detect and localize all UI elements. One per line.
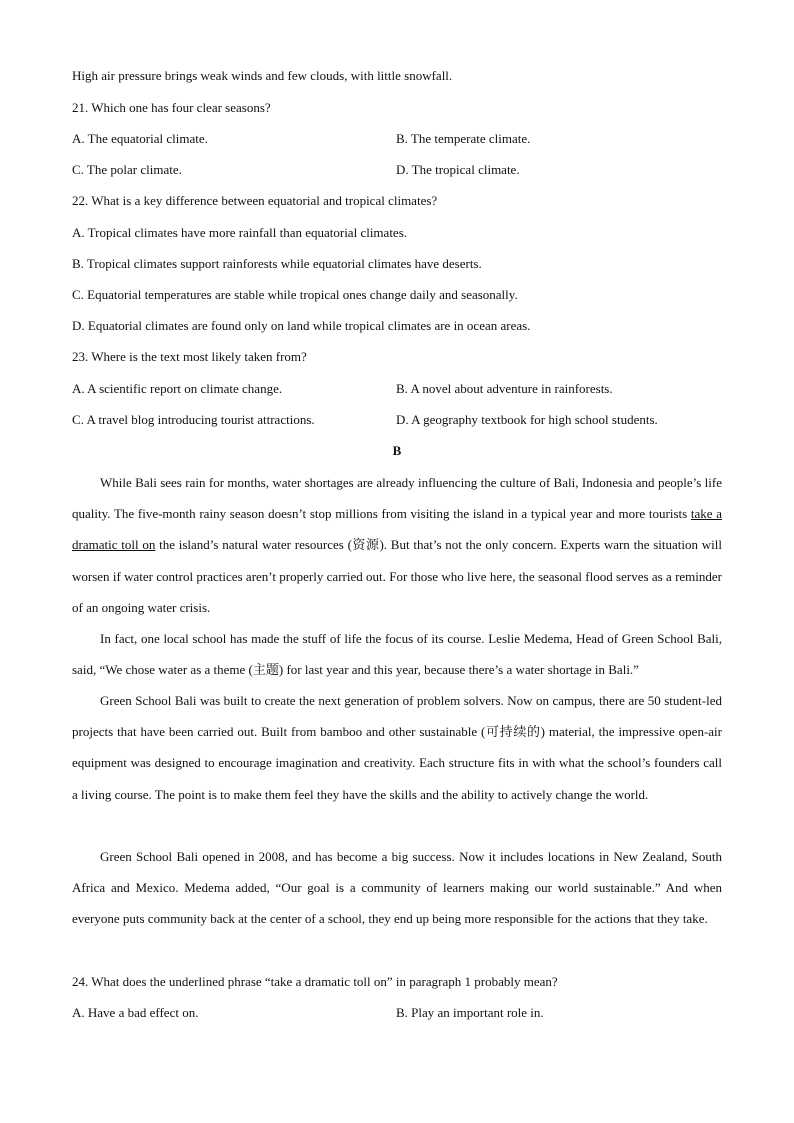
q22-option-b: B. Tropical climates support rainforests while equatorial climates have deserts. xyxy=(72,256,482,271)
q22-option-c: C. Equatorial temperatures are stable while tropical ones change daily and seasonally. xyxy=(72,287,518,302)
q24-option-b: B. Play an important role in. xyxy=(396,1005,544,1020)
q23-option-b: B. A novel about adventure in rainforests. xyxy=(396,381,613,396)
underlined-phrase: take a dramatic toll on xyxy=(72,506,722,553)
q21-option-c: C. The polar climate. xyxy=(72,162,182,177)
q23-option-a: A. A scientific report on climate change. xyxy=(72,381,283,396)
question-24: 24. What does the underlined phrase “take a dramatic toll on” in paragraph 1 probably mean? xyxy=(72,974,558,989)
q21-option-d: D. The tropical climate. xyxy=(396,162,520,177)
p1-text-after: the island’s natural water resources (资源). But that’s not the only concern. Experts warn the situation will worsen if water control practices aren’t properly carried out. For those who live here, the seasonal flood serves as a reminder of an ongoing water crisis. xyxy=(72,537,722,615)
intro-line: High air pressure brings weak winds and few clouds, with little snowfall. xyxy=(72,68,453,83)
question-21: 21. Which one has four clear seasons? xyxy=(72,100,271,115)
question-22: 22. What is a key difference between equatorial and tropical climates? xyxy=(72,193,438,208)
passage-paragraph-1 xyxy=(72,467,722,623)
passage-paragraph-3: Green School Bali was built to create the next generation of problem solvers. Now on campus, there are 50 student-led projects that have been carried out. Built from bamboo and other sustainable (可持续的) material, the impressive open-air equipment was designed to encourage imagination and creativity. Each structure fits in with what the school’s founders call a living course. The point is to make them feel they have the skills and the ability to actively change the world. xyxy=(72,693,722,802)
q23-option-d: D. A geography textbook for high school students. xyxy=(396,412,658,427)
q21-option-a: A. The equatorial climate. xyxy=(72,131,208,146)
q23-option-c: C. A travel blog introducing tourist attractions. xyxy=(72,412,315,427)
passage-paragraph-4: Green School Bali opened in 2008, and has become a big success. Now it includes locations in New Zealand, South Africa and Mexico. Medema added, “Our goal is a community of learners making our world sustainable.” And when everyone puts community back at the center of a school, they end up being more responsible for the actions that they take. xyxy=(72,849,722,927)
q21-option-b: B. The temperate climate. xyxy=(396,131,531,146)
section-b-heading: B xyxy=(392,443,402,458)
q22-option-a: A. Tropical climates have more rainfall than equatorial climates. xyxy=(72,225,408,240)
question-23: 23. Where is the text most likely taken from? xyxy=(72,349,307,364)
passage-paragraph-2: In fact, one local school has made the stuff of life the focus of its course. Leslie Medema, Head of Green School Bali, said, “We chose water as a theme (主题) for last year and this year, because there’s a water shortage in Bali.” xyxy=(72,631,722,678)
q24-option-a: A. Have a bad effect on. xyxy=(72,1005,199,1020)
q22-option-d: D. Equatorial climates are found only on land while tropical climates are in ocean areas. xyxy=(72,318,531,333)
p1-text-before: While Bali sees rain for months, water shortages are already influencing the culture of Bali, Indonesia and people’s life quality. The five-month rainy season doesn’t stop millions from visiting the island in a typical year and more tourists xyxy=(72,475,722,522)
